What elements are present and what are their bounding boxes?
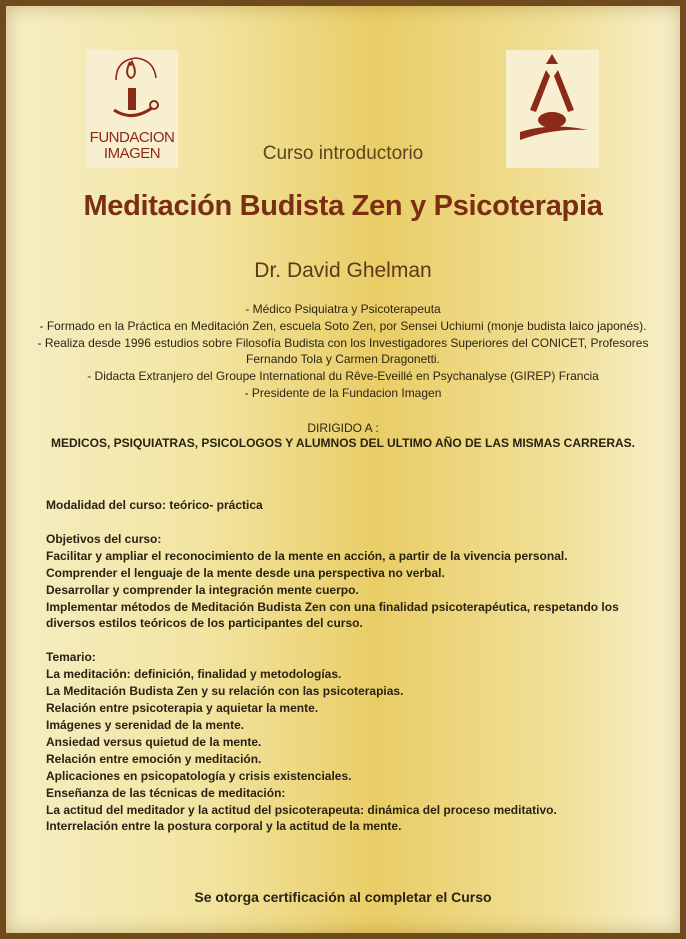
logo-text-line2: IMAGEN <box>103 145 161 162</box>
syllabus-item: Relación entre psicoterapia y aquietar la mente. <box>46 701 319 716</box>
syllabus-item: La meditación: definición, finalidad y metodologías. <box>46 667 342 682</box>
audience-label: DIRIGIDO A : <box>307 421 379 435</box>
syllabus-item: Imágenes y serenidad de la mente. <box>46 717 245 732</box>
syllabus-item: La actitud del meditador y la actitud del psicoterapeuta: dinámica del proceso meditativo. <box>46 802 557 817</box>
syllabus-item: Relación entre emoción y meditación. <box>46 751 262 766</box>
cv-line: Fernando Tola y Carmen Dragonetti. <box>246 352 440 366</box>
modality-text: Modalidad del curso: teórico- práctica <box>46 498 263 512</box>
course-details <box>46 497 646 835</box>
objective-item: Comprender el lenguaje de la mente desde una perspectiva no verbal. <box>46 565 445 580</box>
cv-line: - Formado en la Práctica en Meditación Zen, escuela Soto Zen, por Sensei Uchiumi (monje budista laico japonés). <box>39 319 647 333</box>
candle-icon <box>86 50 178 130</box>
objective-item: Facilitar y ampliar el reconocimiento de la mente en acción, a partir de la vivencia personal. <box>46 548 568 563</box>
syllabus-item: Interrelación entre la postura corporal y la actitud de la mente. <box>46 819 402 834</box>
syllabus-item: Ansiedad versus quietud de la mente. <box>46 734 262 749</box>
objectives-heading: Objetivos del curso: <box>46 531 162 546</box>
cv-line: - Didacta Extranjero del Groupe International du Rêve-Eveillé en Psychanalyse (GIREP) Francia <box>87 369 599 383</box>
syllabus-item: La Meditación Budista Zen y su relación con las psicoterapias. <box>46 684 404 699</box>
logo-text-line1: FUNDACION <box>89 129 175 146</box>
certification-note: Se otorga certificación al completar el Curso <box>194 889 492 905</box>
syllabus-heading: Temario: <box>46 650 96 665</box>
course-subtitle: Curso introductorio <box>262 143 424 164</box>
syllabus-item: Aplicaciones en psicopatología y crisis existenciales. <box>46 768 352 783</box>
audience-text: MEDICOS, PSIQUIATRAS, PSICOLOGOS Y ALUMNOS DEL ULTIMO AÑO DE LAS MISMAS CARRERAS. <box>50 436 636 450</box>
syllabus-item: Enseñanza de las técnicas de meditación: <box>46 785 286 800</box>
objective-item: Implementar métodos de Meditación Budista Zen con una finalidad psicoterapéutica, respetando los <box>46 599 619 614</box>
course-title: Meditación Budista Zen y Psicoterapia <box>83 190 603 222</box>
cv-line: - Realiza desde 1996 estudios sobre Filosofía Budista con los Investigadores Superiores del CONICET, Profesores <box>37 336 649 350</box>
cv-line: - Médico Psiquiatra y Psicoterapeuta <box>245 302 441 316</box>
objective-item: diversos estilos teóricos de los participantes del curso. <box>46 616 363 631</box>
speaker-name: Dr. David Ghelman <box>254 259 432 282</box>
cv-line: - Presidente de la Fundacion Imagen <box>244 386 442 400</box>
objective-item: Desarrollar y comprender la integración mente cuerpo. <box>46 582 359 597</box>
